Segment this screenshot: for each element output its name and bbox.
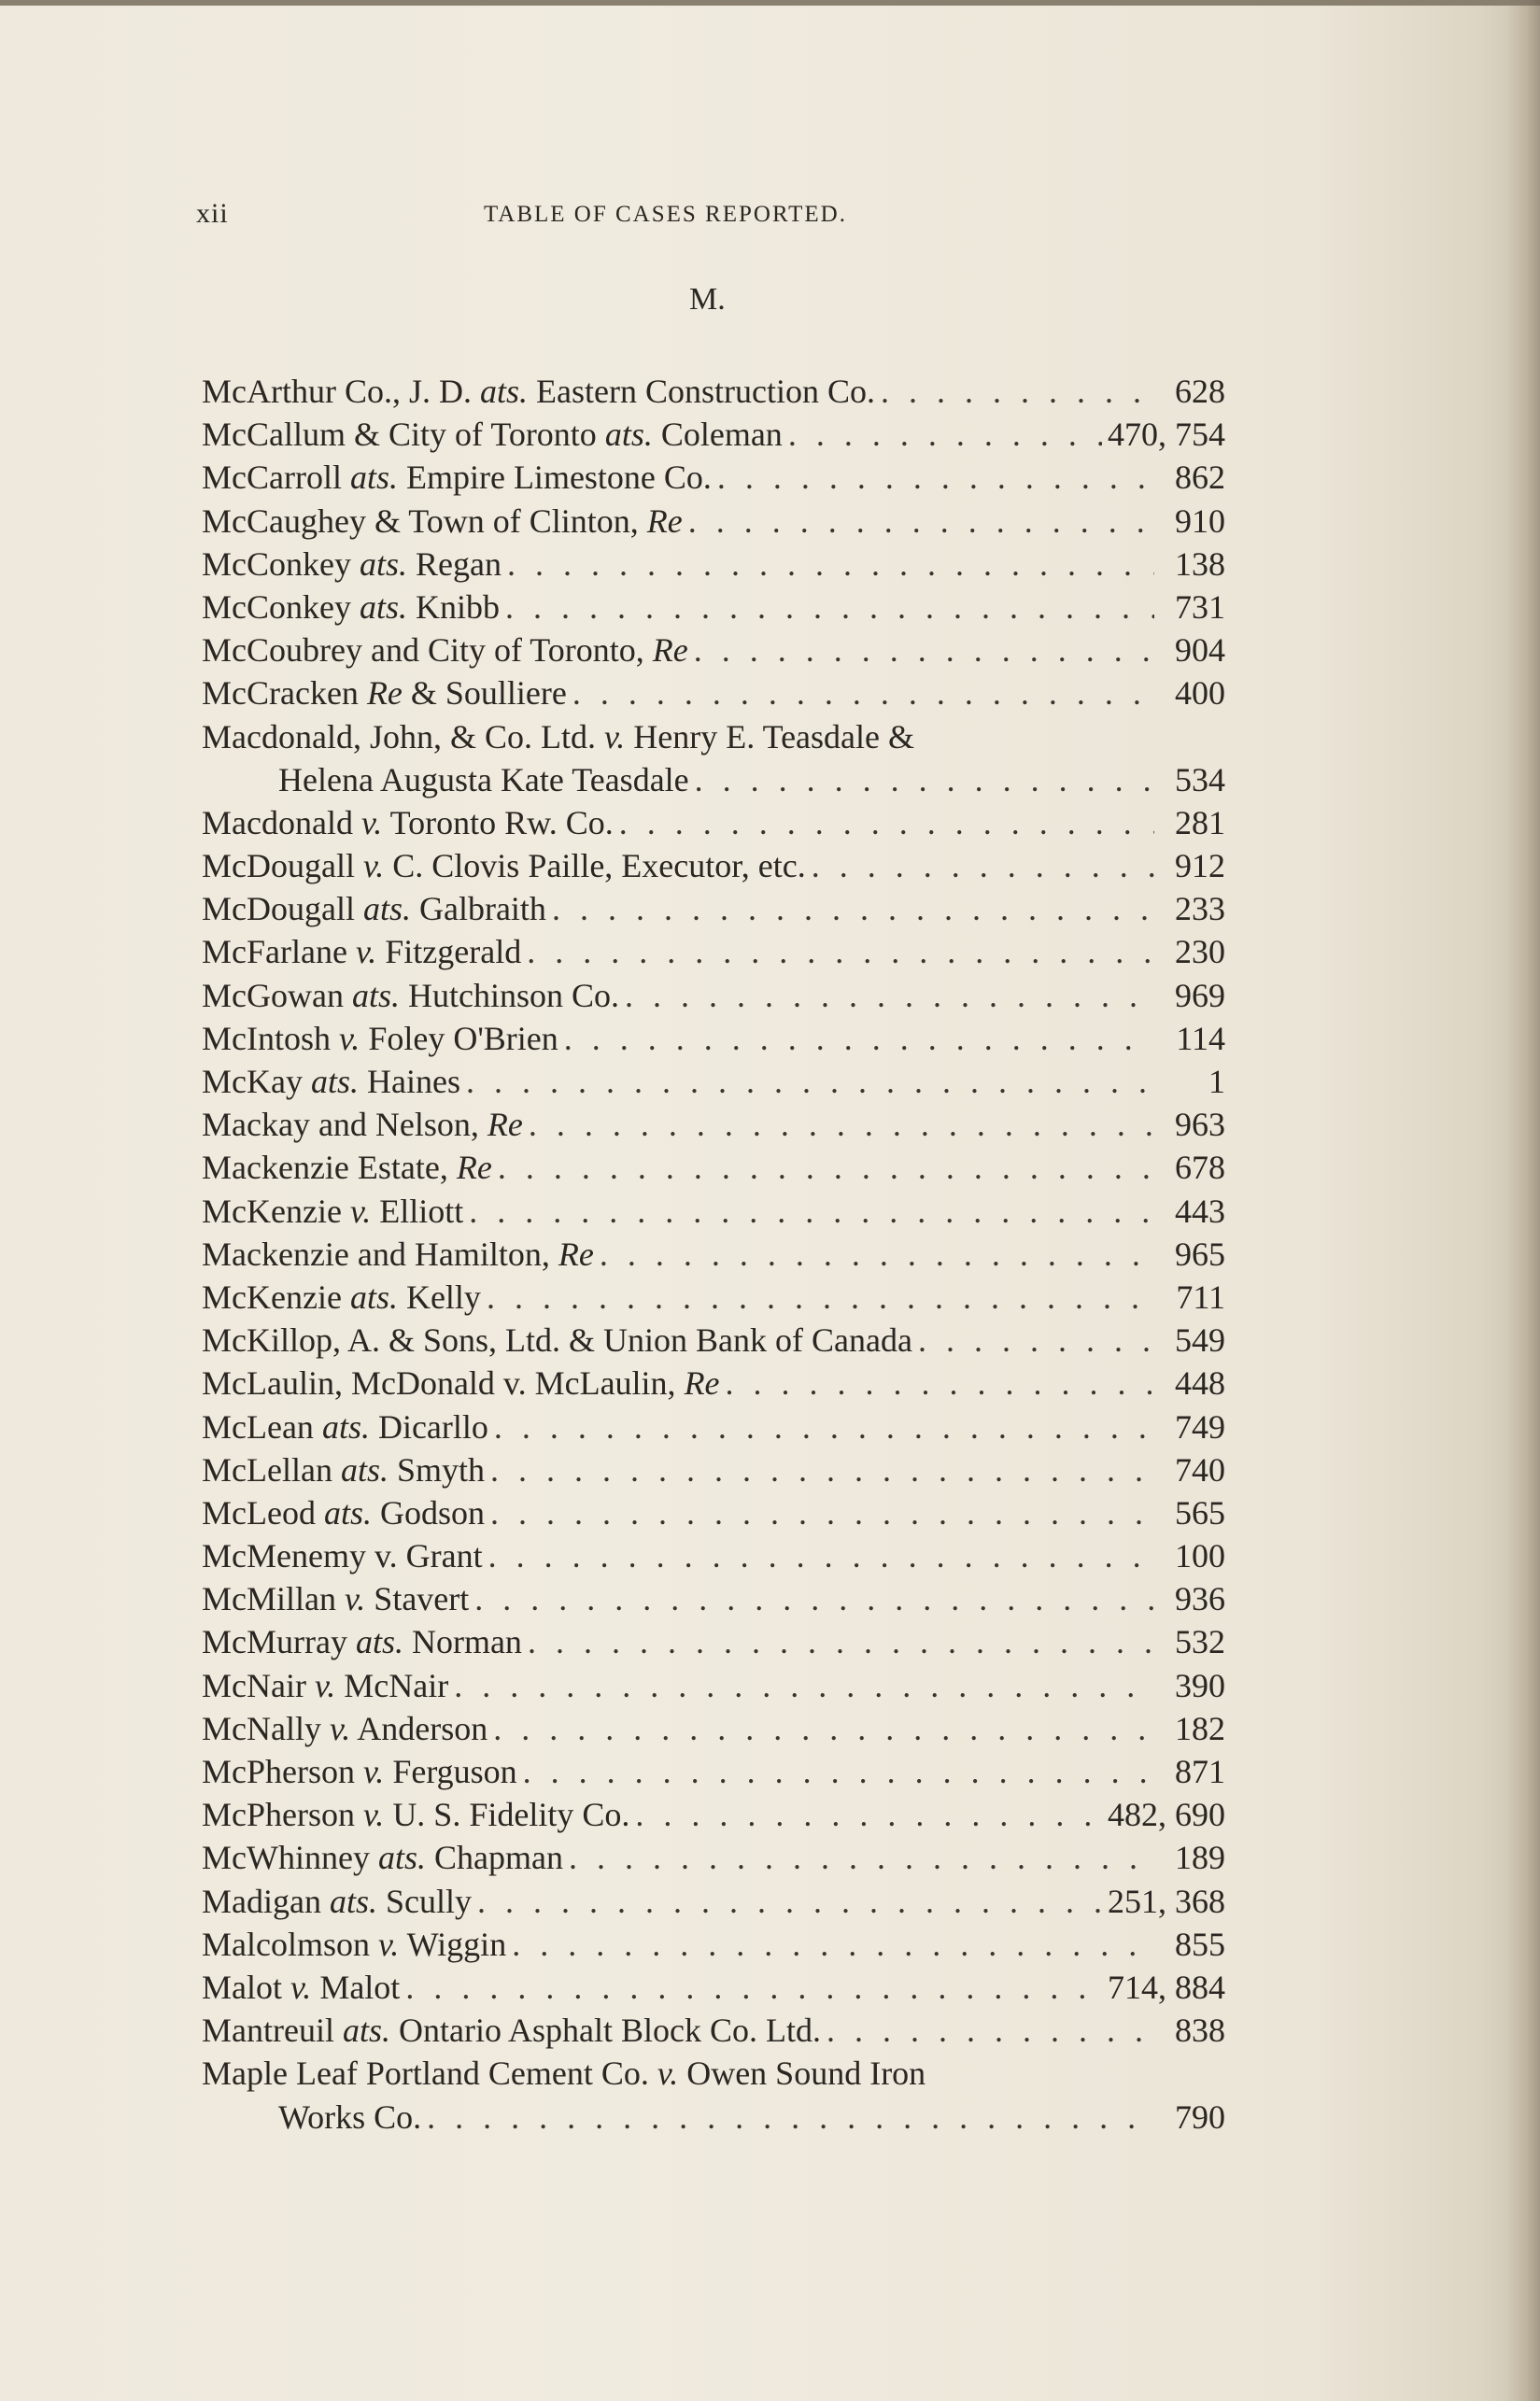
case-name-part: Helena Augusta Kate Teasdale	[278, 760, 689, 798]
case-list	[202, 370, 1225, 2139]
case-name-part: Dicarllo	[369, 1407, 488, 1446]
dot-leader	[454, 1664, 1154, 1707]
dot-leader	[490, 1448, 1154, 1491]
case-relation: ats.	[604, 416, 653, 454]
case-entry	[202, 1577, 1225, 1620]
case-relation: Re	[684, 1364, 720, 1403]
case-entry	[202, 1880, 1225, 1923]
dot-leader	[427, 2096, 1154, 2139]
page-reference: 230	[1175, 933, 1225, 971]
case-relation: ats.	[362, 890, 411, 928]
case-entry	[202, 1966, 1225, 2009]
page-reference: 871	[1175, 1753, 1225, 1790]
case-name	[202, 930, 521, 973]
page-reference: 855	[1175, 1925, 1225, 1963]
running-title: TABLE OF CASES REPORTED.	[484, 202, 847, 227]
dot-leader	[717, 456, 1154, 499]
case-name-part: Works Co.	[278, 2097, 422, 2136]
case-relation: ats.	[349, 459, 398, 497]
case-entry-continuation	[202, 758, 1225, 801]
case-name	[202, 844, 806, 887]
page-reference: 912	[1175, 847, 1225, 885]
case-name	[202, 1707, 487, 1750]
case-entry	[202, 1793, 1225, 1836]
case-entry	[202, 1448, 1225, 1491]
dot-leader	[488, 1534, 1154, 1577]
case-name-part: Smyth	[388, 1450, 485, 1489]
page-reference: 936	[1175, 1580, 1225, 1618]
page-reference: 390	[1175, 1666, 1225, 1704]
case-name-part: Empire Limestone Co.	[397, 459, 712, 497]
page-reference: 740	[1175, 1450, 1225, 1489]
case-name-part: Hutchinson Co.	[399, 976, 619, 1014]
page-reference: 711	[1176, 1278, 1225, 1316]
case-name-part: Mantreuil	[202, 2012, 343, 2050]
case-name	[202, 370, 875, 413]
case-relation: Re	[487, 1106, 523, 1144]
dot-leader	[812, 844, 1154, 887]
case-entry	[202, 500, 1225, 543]
page-reference: 100	[1175, 1537, 1225, 1575]
case-entry	[202, 456, 1225, 499]
case-name-part: U. S. Fidelity Co.	[384, 1796, 630, 1834]
case-relation: v.	[314, 1666, 336, 1704]
page-reference: 448	[1175, 1364, 1225, 1403]
case-name-part: McCaughey & Town of Clinton,	[202, 501, 647, 540]
case-name-part: McPherson	[202, 1753, 363, 1790]
page-reference: 233	[1175, 890, 1225, 928]
case-name-part: McKenzie	[202, 1192, 350, 1230]
case-name-part: McConkey	[202, 544, 360, 583]
case-name	[202, 2009, 821, 2052]
case-entry	[202, 2052, 1225, 2095]
dot-leader	[505, 586, 1154, 628]
case-name-part: McFarlane	[202, 933, 356, 971]
page-reference: 714, 884	[1108, 1968, 1225, 2006]
case-name	[202, 1664, 448, 1707]
case-name-part: McCracken	[202, 674, 367, 713]
case-name	[202, 1319, 912, 1362]
case-entry	[202, 1233, 1225, 1276]
case-name	[202, 1017, 558, 1060]
case-name-part: Toronto Rw. Co.	[382, 803, 614, 841]
dot-leader	[528, 1620, 1154, 1663]
case-entry	[202, 413, 1225, 456]
case-name-part: McIntosh	[202, 1019, 339, 1057]
case-name-part: McMillan	[202, 1580, 345, 1618]
case-relation: Re	[652, 631, 688, 670]
case-name-part: Regan	[407, 544, 502, 583]
dot-leader	[918, 1319, 1154, 1362]
case-name	[202, 1880, 472, 1923]
case-entry	[202, 1276, 1225, 1319]
case-relation: ats.	[310, 1063, 359, 1100]
case-name-part: Chapman	[425, 1839, 563, 1877]
case-name-part: Coleman	[652, 416, 783, 454]
page-reference: 482, 690	[1108, 1796, 1225, 1834]
case-entry	[202, 1146, 1225, 1189]
dot-leader	[490, 1491, 1154, 1534]
dot-leader	[469, 1190, 1154, 1233]
case-entry	[202, 887, 1225, 930]
dot-leader	[474, 1577, 1154, 1620]
page-reference: 749	[1175, 1407, 1225, 1446]
case-name	[202, 500, 683, 543]
case-name-part: Macdonald, John, & Co. Ltd.	[202, 717, 604, 756]
case-entry	[202, 1750, 1225, 1793]
case-relation: v.	[329, 1709, 351, 1747]
case-name-part: Macdonald	[202, 803, 361, 841]
case-entry	[202, 370, 1225, 413]
case-name-part: Mackenzie Estate,	[202, 1149, 457, 1187]
case-name-part: Godson	[371, 1493, 485, 1532]
dot-leader	[635, 1793, 1102, 1836]
dot-leader	[527, 930, 1154, 973]
case-entry	[202, 628, 1225, 671]
page-top-edge	[0, 0, 1540, 6]
page-binding-shadow	[1506, 0, 1540, 2401]
case-name-part: Foley O'Brien	[360, 1019, 558, 1057]
case-name	[202, 801, 614, 844]
case-name-part: C. Clovis Paille, Executor, etc.	[384, 847, 806, 885]
case-name-part: McCoubrey and City of Toronto,	[202, 631, 653, 670]
case-relation: ats.	[329, 1882, 377, 1920]
case-entry	[202, 1017, 1225, 1060]
dot-leader	[688, 500, 1154, 543]
dot-leader	[529, 1103, 1154, 1146]
page-reference: 1	[1208, 1063, 1225, 1100]
page-reference: 904	[1175, 631, 1225, 670]
case-entry	[202, 1319, 1225, 1362]
case-entry	[202, 1103, 1225, 1146]
case-name-part: McMenemy v. Grant	[202, 1537, 483, 1575]
case-name-part: Knibb	[407, 587, 500, 626]
case-name	[202, 543, 502, 586]
case-name	[202, 671, 567, 714]
page-reference: 400	[1175, 674, 1225, 713]
dot-leader	[695, 758, 1154, 801]
case-entry	[202, 1405, 1225, 1448]
case-name-part: McKillop, A. & Sons, Ltd. & Union Bank of Canada	[202, 1321, 912, 1360]
case-name-part: Galbraith	[410, 890, 546, 928]
dot-leader	[569, 1836, 1154, 1879]
page-reference: 549	[1175, 1321, 1225, 1360]
page-reference: 910	[1175, 501, 1225, 540]
page-reference: 838	[1175, 2012, 1225, 2050]
dot-leader	[619, 801, 1154, 844]
dot-leader	[600, 1233, 1154, 1276]
case-name	[202, 1103, 523, 1146]
case-name-part: Mackay and Nelson,	[202, 1106, 487, 1144]
case-name	[202, 1362, 720, 1405]
case-relation: ats.	[359, 544, 407, 583]
page-reference: 963	[1175, 1106, 1225, 1144]
case-relation: ats.	[321, 1407, 370, 1446]
case-name	[202, 413, 783, 456]
case-relation: v.	[363, 1796, 385, 1834]
case-name	[202, 586, 500, 628]
case-name-part: Ontario Asphalt Block Co. Ltd.	[389, 2012, 821, 2050]
case-name-part: McLeod	[202, 1493, 324, 1532]
case-entry	[202, 1620, 1225, 1663]
case-name	[202, 974, 619, 1017]
dot-leader	[487, 1276, 1154, 1319]
case-name-part: McWhinney	[202, 1839, 378, 1877]
case-relation: ats.	[323, 1493, 372, 1532]
dot-leader	[788, 413, 1102, 456]
dot-leader	[694, 628, 1154, 671]
page-reference: 532	[1175, 1623, 1225, 1661]
case-relation: ats.	[359, 587, 407, 626]
case-name	[202, 1448, 485, 1491]
page-reference: 969	[1175, 976, 1225, 1014]
case-name	[202, 715, 914, 758]
case-name-part: Eastern Construction Co.	[528, 373, 875, 410]
case-name-part: Ferguson	[384, 1753, 517, 1790]
case-name	[202, 1620, 522, 1663]
dot-leader	[572, 671, 1154, 714]
case-entry	[202, 1836, 1225, 1879]
page-number: xii	[196, 198, 229, 229]
case-name-part: Owen Sound Iron	[678, 2055, 926, 2093]
case-name-part: McLaulin, McDonald v. McLaulin,	[202, 1364, 685, 1403]
case-name-part: Fitzgerald	[376, 933, 522, 971]
dot-leader	[523, 1750, 1154, 1793]
case-name-part: McNally	[202, 1709, 330, 1747]
case-relation: ats.	[342, 2012, 390, 2050]
case-relation: v.	[657, 2055, 679, 2093]
case-relation: v.	[349, 1192, 372, 1230]
page-reference: 114	[1176, 1019, 1225, 1057]
case-name-part: McConkey	[202, 587, 360, 626]
case-name-part: McGowan	[202, 976, 352, 1014]
case-name	[202, 1190, 463, 1233]
page-reference: 678	[1175, 1149, 1225, 1187]
case-name-part: McLellan	[202, 1450, 341, 1489]
case-name-part: Scully	[376, 1882, 472, 1920]
dot-leader	[498, 1146, 1154, 1189]
dot-leader	[493, 1707, 1154, 1750]
case-name-part: Malot	[202, 1968, 290, 2006]
case-relation: ats.	[377, 1839, 426, 1877]
case-name-part: Stavert	[365, 1580, 470, 1618]
page-reference: 189	[1175, 1839, 1225, 1877]
case-name-part: McKay	[202, 1063, 311, 1100]
case-name-part: Elliott	[371, 1192, 464, 1230]
dot-leader	[477, 1880, 1102, 1923]
case-name	[202, 1491, 485, 1534]
dot-leader	[494, 1405, 1154, 1448]
case-entry	[202, 1534, 1225, 1577]
case-name-part: Norman	[403, 1623, 522, 1661]
case-relation: v.	[377, 1925, 400, 1963]
case-name	[202, 1836, 563, 1879]
dot-leader	[726, 1362, 1154, 1405]
section-heading: M.	[689, 282, 726, 317]
case-relation: v.	[290, 1968, 312, 2006]
case-name-part: Henry E. Teasdale &	[625, 717, 914, 756]
page-reference: 965	[1175, 1235, 1225, 1273]
dot-leader	[466, 1060, 1154, 1103]
case-name-part: McNair	[202, 1666, 315, 1704]
dot-leader	[881, 370, 1154, 413]
page-reference: 182	[1175, 1709, 1225, 1747]
case-relation: v.	[339, 1019, 360, 1057]
case-name-part: McCarroll	[202, 459, 350, 497]
page-reference: 470, 754	[1108, 416, 1225, 454]
page-reference: 731	[1175, 587, 1225, 626]
case-relation: v.	[360, 803, 383, 841]
case-name	[202, 1923, 506, 1966]
case-entry	[202, 671, 1225, 714]
case-name-part: McArthur Co., J. D.	[202, 373, 480, 410]
dot-leader	[512, 1923, 1154, 1966]
case-entry	[202, 930, 1225, 973]
case-relation: v.	[355, 933, 377, 971]
case-name	[202, 1276, 481, 1319]
case-name-part: Malot	[311, 1968, 401, 2006]
case-entry	[202, 1664, 1225, 1707]
case-entry	[202, 543, 1225, 586]
case-name-part: Anderson	[350, 1709, 488, 1747]
case-entry	[202, 715, 1225, 758]
case-name-part: Kelly	[397, 1278, 481, 1316]
case-relation: ats.	[479, 373, 528, 410]
case-relation: v.	[344, 1580, 366, 1618]
case-name	[202, 2052, 925, 2095]
case-name	[202, 887, 546, 930]
case-name-part: Malcolmson	[202, 1925, 378, 1963]
case-name-part: Haines	[358, 1063, 460, 1100]
case-relation: ats.	[351, 976, 400, 1014]
dot-leader	[625, 974, 1154, 1017]
case-entry	[202, 1362, 1225, 1405]
dot-leader	[552, 887, 1154, 930]
case-name	[202, 456, 712, 499]
case-name-part: Maple Leaf Portland Cement Co.	[202, 2055, 657, 2093]
case-name	[202, 1405, 488, 1448]
case-name	[202, 1577, 469, 1620]
case-relation: v.	[603, 717, 626, 756]
page-reference: 628	[1175, 373, 1225, 410]
case-name-part: Wiggin	[399, 1925, 507, 1963]
case-name	[202, 1233, 594, 1276]
case-name-part: McMurray	[202, 1623, 356, 1661]
case-entry	[202, 1923, 1225, 1966]
case-name	[202, 1793, 629, 1836]
dot-leader	[507, 543, 1154, 586]
case-name-part: McNair	[335, 1666, 449, 1704]
case-relation: ats.	[349, 1278, 398, 1316]
dot-leader	[827, 2009, 1154, 2052]
case-name	[202, 1534, 483, 1577]
page-reference: 790	[1175, 2097, 1225, 2136]
case-entry	[202, 1491, 1225, 1534]
page-reference: 534	[1175, 760, 1225, 798]
case-entry	[202, 2009, 1225, 2052]
page-reference: 251, 368	[1108, 1882, 1225, 1920]
case-entry	[202, 1060, 1225, 1103]
case-entry	[202, 801, 1225, 844]
case-entry	[202, 1190, 1225, 1233]
case-entry-continuation	[202, 2096, 1225, 2139]
case-entry	[202, 586, 1225, 628]
case-relation: ats.	[340, 1450, 389, 1489]
case-name	[202, 1966, 400, 2009]
case-entry	[202, 1707, 1225, 1750]
case-name-part: McDougall	[202, 890, 363, 928]
case-name	[278, 2096, 421, 2139]
case-name-part: Mackenzie and Hamilton,	[202, 1235, 558, 1273]
dot-leader	[564, 1017, 1154, 1060]
case-name	[278, 758, 689, 801]
case-relation: Re	[366, 674, 403, 713]
case-name-part: McCallum & City of Toronto	[202, 416, 605, 454]
dot-leader	[405, 1966, 1102, 2009]
page-reference: 862	[1175, 459, 1225, 497]
case-entry	[202, 974, 1225, 1017]
case-name	[202, 1060, 460, 1103]
page-reference: 138	[1175, 544, 1225, 583]
case-relation: Re	[456, 1149, 492, 1187]
case-name-part: Madigan	[202, 1882, 330, 1920]
case-name	[202, 628, 688, 671]
page-header	[196, 198, 943, 235]
case-name-part: & Soulliere	[402, 674, 567, 713]
case-relation: Re	[558, 1235, 594, 1273]
case-relation: v.	[362, 847, 385, 885]
case-name-part: McDougall	[202, 847, 363, 885]
case-name-part: McPherson	[202, 1796, 363, 1834]
case-name	[202, 1750, 517, 1793]
case-relation: Re	[646, 501, 683, 540]
case-name-part: McLean	[202, 1407, 322, 1446]
case-name-part: McKenzie	[202, 1278, 350, 1316]
case-relation: v.	[363, 1753, 385, 1790]
case-name	[202, 1146, 492, 1189]
page-reference: 443	[1175, 1192, 1225, 1230]
case-entry	[202, 844, 1225, 887]
case-relation: ats.	[355, 1623, 403, 1661]
page-reference: 281	[1175, 803, 1225, 841]
page-reference: 565	[1175, 1493, 1225, 1532]
